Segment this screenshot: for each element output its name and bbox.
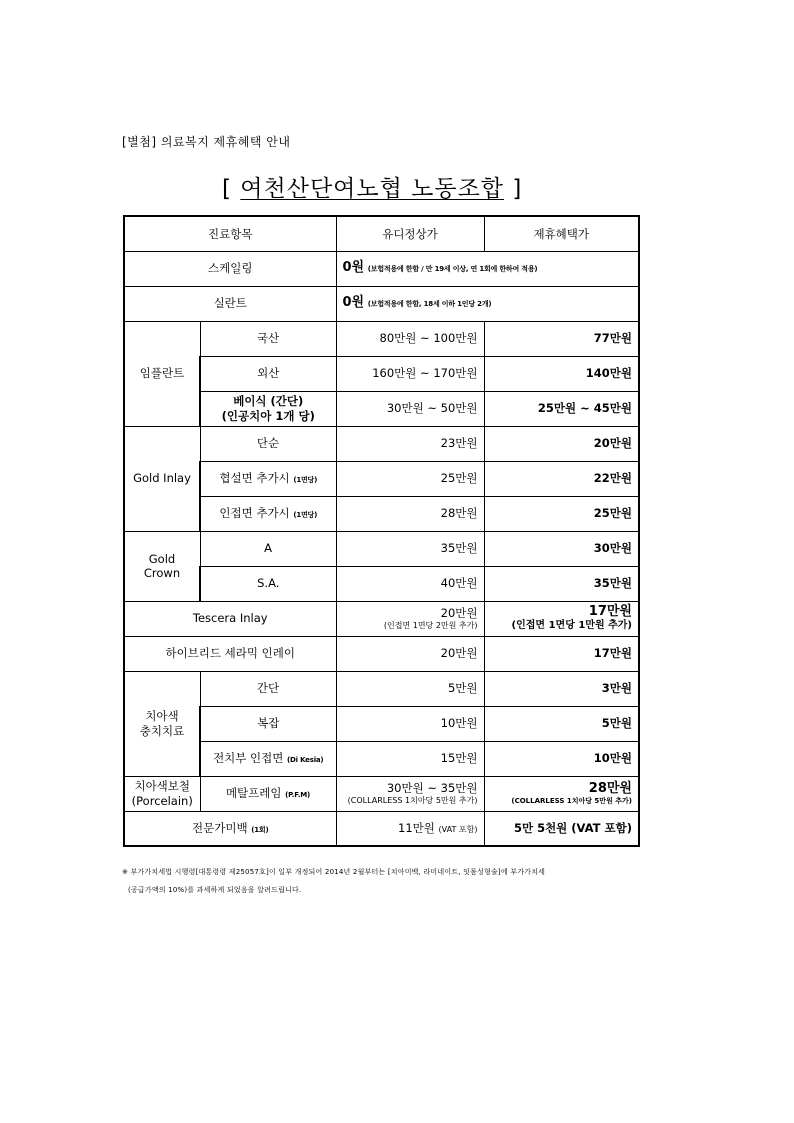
- porcelain-label-cell: [200, 776, 336, 811]
- gold-inlay-regular: 28만원: [336, 496, 484, 531]
- tescera-partner: 17만원: [588, 604, 632, 620]
- gold-inlay-label-cell: [200, 461, 336, 496]
- implant-regular: 160만원 ~ 170만원: [336, 356, 484, 391]
- table-row: [124, 706, 639, 741]
- porcelain-regular-cell: [336, 776, 484, 811]
- gold-crown-partner: 30만원: [484, 531, 639, 566]
- hybrid-partner: 17만원: [484, 636, 639, 671]
- whitening-label: 전문가미백: [192, 821, 248, 836]
- porcelain-regular: 30만원 ~ 35만원: [386, 781, 478, 796]
- table-row: [124, 811, 639, 846]
- porcelain-partner: 28만원: [588, 781, 632, 796]
- gold-crown-group: [124, 531, 200, 601]
- gold-inlay-suffix: (1면당): [293, 476, 318, 485]
- table-row: [124, 321, 639, 356]
- tooth-color-group-line2: 충치치료: [139, 723, 185, 738]
- whitening-regular-suffix: (VAT 포함): [438, 825, 478, 835]
- title-close-bracket: ]: [512, 176, 523, 202]
- tooth-color-label: 복잡: [200, 706, 336, 741]
- porcelain-partner-cell: [484, 776, 639, 811]
- scaling-price-cell: [336, 251, 639, 286]
- gold-crown-group-line1: Gold: [148, 551, 176, 566]
- implant-basic-line2: (인공치아 1개 당): [221, 408, 315, 423]
- table-header-row: [124, 216, 639, 251]
- table-row: [124, 776, 639, 811]
- tescera-regular: 20만원: [440, 606, 478, 621]
- implant-group: 임플란트: [124, 321, 200, 426]
- page-title: [222, 170, 522, 203]
- tooth-color-partner: 5만원: [484, 706, 639, 741]
- tooth-color-regular: 15만원: [336, 741, 484, 776]
- table-row: [124, 601, 639, 636]
- table-row: [124, 741, 639, 776]
- tooth-color-partner: 3만원: [484, 671, 639, 706]
- tescera-regular-cell: [336, 601, 484, 636]
- table-row: [124, 356, 639, 391]
- header-regular: 유디정상가: [336, 216, 484, 251]
- gold-inlay-suffix: (1면당): [293, 511, 318, 520]
- tescera-partner-note: (인접면 1면당 1만원 추가): [511, 620, 632, 632]
- gold-inlay-partner: 20만원: [484, 426, 639, 461]
- sealant-note: (보험적용에 한함, 18세 이하 1인당 2개): [367, 300, 492, 309]
- tooth-color-label-cell: [200, 741, 336, 776]
- whitening-regular-cell: [336, 811, 484, 846]
- tooth-color-regular: 10만원: [336, 706, 484, 741]
- scaling-note: (보험적용에 한함 / 만 19세 이상, 연 1회에 한하여 적용): [367, 265, 538, 274]
- table-row: [124, 286, 639, 321]
- implant-label: 외산: [200, 356, 336, 391]
- table-row: [124, 566, 639, 601]
- porcelain-group: [124, 776, 200, 811]
- implant-basic-label: [200, 391, 336, 426]
- hybrid-label: 하이브리드 세라믹 인레이: [124, 636, 336, 671]
- gold-crown-label: A: [200, 531, 336, 566]
- porcelain-group-line2: (Porcelain): [131, 793, 193, 808]
- implant-regular: 30만원 ~ 50만원: [336, 391, 484, 426]
- tooth-color-label: 간단: [200, 671, 336, 706]
- porcelain-group-line1: 치아색보철: [134, 779, 191, 794]
- whitening-label-cell: [124, 811, 336, 846]
- tooth-color-regular: 5만원: [336, 671, 484, 706]
- gold-inlay-regular: 23만원: [336, 426, 484, 461]
- porcelain-partner-note: (COLLARLESS 1치아당 5만원 추가): [511, 797, 632, 806]
- whitening-partner: 5만 5천원 (VAT 포함): [484, 811, 639, 846]
- gold-inlay-label: 협설면 추가시: [219, 471, 290, 486]
- gold-crown-partner: 35만원: [484, 566, 639, 601]
- tooth-color-suffix: (Di Kesia): [287, 756, 324, 765]
- sealant-price: 0원: [342, 295, 365, 311]
- implant-basic-line1: 베이식 (간단): [233, 394, 304, 409]
- implant-label: 국산: [200, 321, 336, 356]
- gold-inlay-regular: 25만원: [336, 461, 484, 496]
- porcelain-suffix: (P.F.M): [285, 791, 311, 800]
- whitening-suffix: (1회): [251, 826, 269, 835]
- scaling-price: 0원: [342, 260, 365, 276]
- implant-partner: 25만원 ~ 45만원: [484, 391, 639, 426]
- table-row: [124, 251, 639, 286]
- tescera-label: Tescera Inlay: [124, 601, 336, 636]
- gold-inlay-partner: 25만원: [484, 496, 639, 531]
- table-row: [124, 391, 639, 426]
- footnote-line1: ※ 부가가치세법 시행령[대통령령 제25057호]이 일부 개정되어 2014년 2월부터는 [치아미백, 라미네이트, 잇몸성형술]에 부가가치세: [122, 868, 546, 876]
- attachment-label: [별첨] 의료복지 제휴혜택 안내: [122, 135, 291, 149]
- whitening-regular: 11만원: [398, 821, 435, 836]
- scaling-label: 스케일링: [124, 251, 336, 286]
- title-open-bracket: [: [222, 176, 232, 202]
- gold-crown-group-line2: Crown: [143, 566, 181, 580]
- hybrid-regular: 20만원: [336, 636, 484, 671]
- gold-crown-regular: 40만원: [336, 566, 484, 601]
- title-text: 여천산단여노협 노동조합: [240, 176, 505, 202]
- tooth-color-partner: 10만원: [484, 741, 639, 776]
- gold-inlay-label: 인접면 추가시: [219, 506, 290, 521]
- header-item: 진료항목: [124, 216, 336, 251]
- implant-partner: 77만원: [484, 321, 639, 356]
- gold-inlay-group: Gold Inlay: [124, 426, 200, 531]
- table-row: [124, 496, 639, 531]
- implant-partner: 140만원: [484, 356, 639, 391]
- table-row: [124, 636, 639, 671]
- gold-inlay-label: 단순: [200, 426, 336, 461]
- gold-inlay-label-cell: [200, 496, 336, 531]
- tooth-color-label: 전치부 인접면: [213, 751, 284, 766]
- table-row: [124, 461, 639, 496]
- footnote-line2: (공급가액의 10%)를 과세하게 되었음을 알려드립니다.: [128, 886, 302, 894]
- implant-regular: 80만원 ~ 100만원: [336, 321, 484, 356]
- table-row: [124, 426, 639, 461]
- sealant-price-cell: [336, 286, 639, 321]
- tescera-regular-note: (인접면 1면당 2만원 추가): [383, 620, 478, 630]
- sealant-label: 실란트: [124, 286, 336, 321]
- table-row: [124, 531, 639, 566]
- tescera-partner-cell: [484, 601, 639, 636]
- gold-crown-label: S.A.: [200, 566, 336, 601]
- tooth-color-group: [124, 671, 200, 776]
- porcelain-label: 메탈프레임: [225, 786, 282, 801]
- price-table: [123, 215, 640, 847]
- gold-inlay-partner: 22만원: [484, 461, 639, 496]
- header-partner: 제휴혜택가: [484, 216, 639, 251]
- porcelain-regular-note: (COLLARLESS 1치아당 5만원 추가): [347, 795, 478, 805]
- tooth-color-group-line1: 치아색: [145, 709, 179, 724]
- table-row: [124, 671, 639, 706]
- gold-crown-regular: 35만원: [336, 531, 484, 566]
